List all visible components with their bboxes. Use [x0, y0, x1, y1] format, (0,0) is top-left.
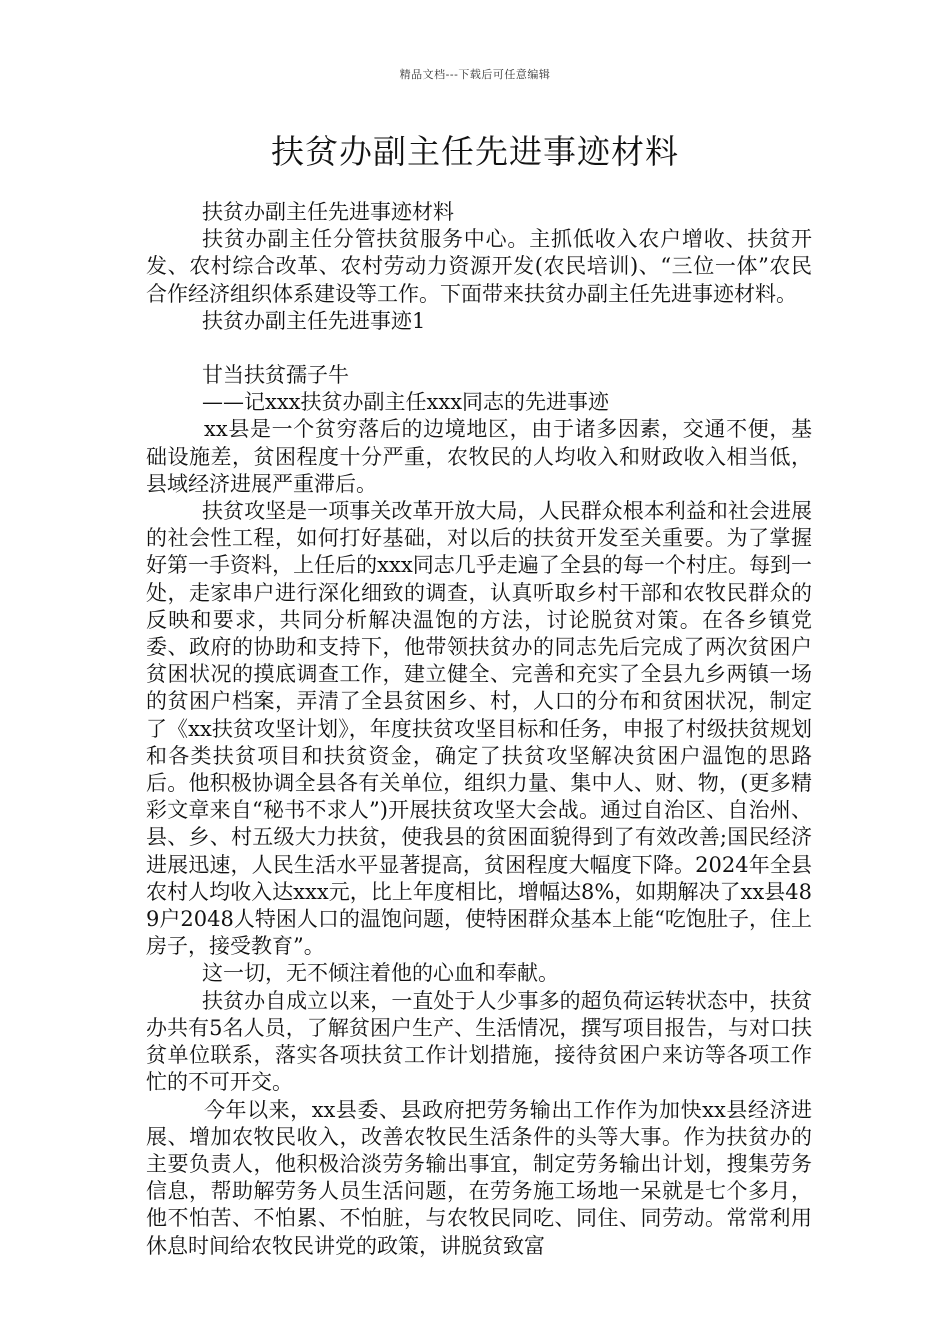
page-header-note: 精品文档---下载后可任意编辑	[399, 68, 551, 81]
paragraph-story-title: 甘当扶贫孺子牛	[202, 363, 349, 388]
paragraph-body: 这一切，无不倾注着他的心血和奉献。	[202, 961, 559, 986]
document-title: 扶贫办副主任先进事迹材料	[271, 132, 679, 171]
paragraph-body: 今年以来，xx县委、县政府把劳务输出工作作为加快xx县经济进展、增加农牧民收入，改善农牧民生活条件的头等大事。作为扶贫办的主要负责人，他积极洽淡劳务输出事宜，制定劳务输出计划，搜集劳务信息，帮助解劳务人员生活问题，在劳务施工场地一呆就是七个多月，他不怕苦、不怕累、不怕脏，与农牧民同吃、同住、同劳动。常常利用休息时间给农牧民讲党的政策，讲脱贫致富	[146, 1097, 812, 1258]
blank-line	[146, 335, 812, 362]
document-body	[146, 199, 812, 1260]
paragraph-story-subtitle: ——记xxx扶贫办副主任xxx同志的先进事迹	[202, 390, 610, 415]
paragraph-subtitle: 扶贫办副主任先进事迹材料	[202, 200, 454, 224]
paragraph-body: xx县是一个贫穷落后的边境地区，由于诸多因素，交通不便，基础设施差，贫困程度十分严重，农牧民的人均收入和财政收入相当低，县域经济进展严重滞后。	[146, 417, 812, 496]
paragraph-intro: 扶贫办副主任分管扶贫服务中心。主抓低收入农户增收、扶贫开发、农村综合改革、农村劳动力资源开发(农民培训)、“三位一体”农民合作经济组织体系建设等工作。下面带来扶贫办副主任先进事迹材料。	[146, 227, 812, 306]
paragraph-section-heading: 扶贫办副主任先进事迹1	[202, 308, 426, 333]
paragraph-body: 扶贫攻坚是一项事关改革开放大局，人民群众根本利益和社会进展的社会性工程，如何打好基础，对以后的扶贫开发至关重要。为了掌握好第一手资料，上任后的xxx同志几乎走遍了全县的每一个村庄。每到一处，走家串户进行深化细致的调查，认真听取乡村干部和农牧民群众的反映和要求，共同分析解决温饱的方法，讨论脱贫对策。在各乡镇党委、政府的协助和支持下，他带领扶贫办的同志先后完成了两次贫困户贫困状况的摸底调查工作，建立健全、完善和充实了全县九乡两镇一场的贫困户档案，弄清了全县贫困乡、村，人口的分布和贫困状况，制定了《xx扶贫攻坚计划》，年度扶贫攻坚目标和任务，申报了村级扶贫规划和各类扶贫项目和扶贫资金，确定了扶贫攻坚解决贫困户温饱的思路后。他积极协调全县各有关单位，组织力量、集中人、财、物，(更多精彩文章来自“秘书不求人”)开展扶贫攻坚大会战。通过自治区、自治州、县、乡、村五级大力扶贫，使我县的贫困面貌得到了有效改善;国民经济进展迅速，人民生活水平显著提高，贫困程度大幅度下降。2024年全县农村人均收入达xxx元，比上年度相比，增幅达8%，如期解决了xx县489户2048人特困人口的温饱问题，使特困群众基本上能“吃饱肚子，住上房子，接受教育”。	[146, 499, 812, 959]
paragraph-body: 扶贫办自成立以来，一直处于人少事多的超负荷运转状态中，扶贫办共有5名人员，了解贫困户生产、生活情况，撰写项目报告，与对口扶贫单位联系，落实各项扶贫工作计划措施，接待贫困户来访等各项工作忙的不可开交。	[146, 988, 812, 1095]
